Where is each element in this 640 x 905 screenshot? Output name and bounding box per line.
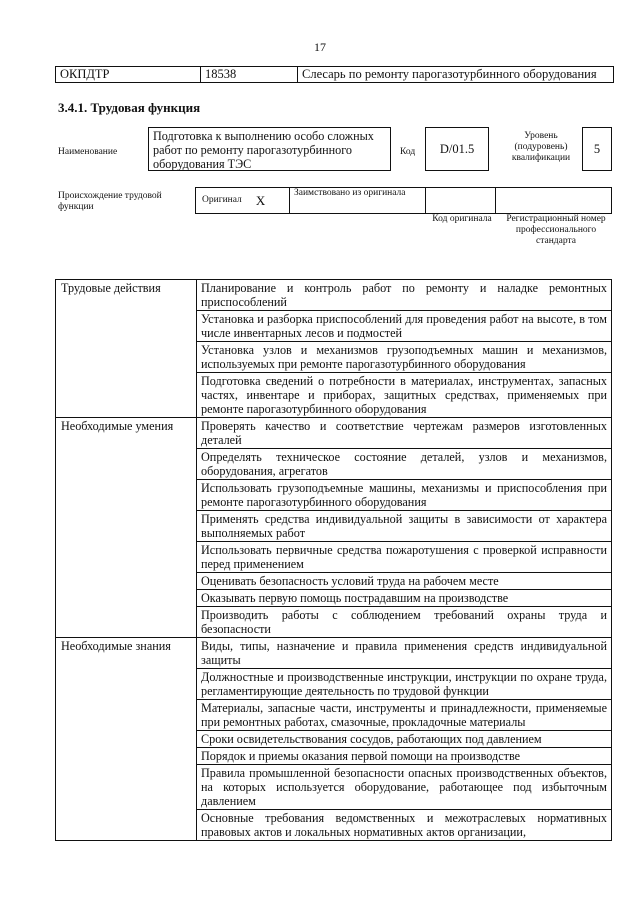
competency-table-body: [56, 280, 612, 841]
item-cell: Производить работы с соблюдением требований охраны труда и безопасности: [197, 607, 612, 638]
reg-number-label: Регистрационный номер профессионального стандарта: [506, 214, 606, 246]
level-label: Уровень (подуровень) квалификации: [511, 131, 571, 163]
okpdtr-label: ОКПДТР: [56, 67, 201, 82]
origin-label: Происхождение трудовой функции: [58, 191, 162, 212]
competency-table: [55, 279, 612, 841]
table-row: [56, 418, 612, 449]
original-cell: [196, 188, 290, 213]
page-number: 17: [314, 40, 326, 54]
category-cell: Необходимые умения: [56, 418, 197, 638]
section-title: 3.4.1. Трудовая функция: [58, 100, 201, 115]
item-cell: Установка узлов и механизмов грузоподъемных машин и механизмов, используемых при ремонте парогазотурбинного оборудования: [197, 342, 612, 373]
item-cell: Порядок и приемы оказания первой помощи на производстве: [197, 748, 612, 765]
item-cell: Подготовка сведений о потребности в материалах, инструментах, запасных частях, инвентаре и приборах, защитных средствах, применяемых при ремонте парогазотурбинного оборудования: [197, 373, 612, 418]
code-label: Код: [400, 147, 416, 157]
origin-row: [195, 187, 612, 214]
function-name-value: Подготовка к выполнению особо сложных работ по ремонту парогазотурбинного оборудования ТЭС: [148, 127, 391, 171]
okpdtr-code: 18538: [201, 67, 298, 82]
item-cell: Применять средства индивидуальной защиты в зависимости от характера выполняемых работ: [197, 511, 612, 542]
item-cell: Использовать первичные средства пожаротушения с проверкой исправности перед применением: [197, 542, 612, 573]
table-row: [56, 280, 612, 311]
category-cell: Необходимые знания: [56, 638, 197, 841]
item-cell: Основные требования ведомственных и межотраслевых нормативных правовых актов и локальных нормативных актов организации,: [197, 810, 612, 841]
function-code-value: D/01.5: [425, 127, 489, 171]
item-cell: Сроки освидетельствования сосудов, работающих под давлением: [197, 731, 612, 748]
name-label: Наименование: [58, 147, 118, 157]
original-mark: X: [255, 192, 266, 208]
item-cell: Установка и разборка приспособлений для проведения работ на высоте, в том числе инвентарных лесов и подмостей: [197, 311, 612, 342]
item-cell: Материалы, запасные части, инструменты и принадлежности, применяемые при ремонтных работах, смазочные, прокладочные материалы: [197, 700, 612, 731]
category-cell: Трудовые действия: [56, 280, 197, 418]
okpdtr-title: Слесарь по ремонту парогазотурбинного оборудования: [302, 67, 597, 81]
item-cell: Должностные и производственные инструкции, инструкции по охране труда, регламентирующие деятельность по трудовой функции: [197, 669, 612, 700]
item-cell: Планирование и контроль работ по ремонту и наладке ремонтных приспособлений: [197, 280, 612, 311]
level-value: 5: [582, 127, 612, 171]
reg-number-cell: [496, 188, 611, 213]
item-cell: Правила промышленной безопасности опасных производственных объектов, на которых используется оборудование, работающее под избыточным давлением: [197, 765, 612, 810]
item-cell: Оценивать безопасность условий труда на рабочем месте: [197, 573, 612, 590]
item-cell: Определять техническое состояние деталей, узлов и механизмов, оборудования, агрегатов: [197, 449, 612, 480]
item-cell: Проверять качество и соответствие чертежам размеров изготовленных деталей: [197, 418, 612, 449]
code-original-cell: [426, 188, 496, 213]
table-row: [56, 638, 612, 669]
code-original-label: Код оригинала: [432, 214, 492, 224]
item-cell: Оказывать первую помощь пострадавшим на производстве: [197, 590, 612, 607]
item-cell: Виды, типы, назначение и правила применения средств индивидуальной защиты: [197, 638, 612, 669]
original-label: Оригинал: [202, 195, 242, 205]
borrowed-label: Заимствовано из оригинала: [290, 188, 426, 213]
okpdtr-row: [55, 66, 614, 83]
item-cell: Использовать грузоподъемные машины, механизмы и приспособления при ремонте парогазотурбинного оборудования: [197, 480, 612, 511]
